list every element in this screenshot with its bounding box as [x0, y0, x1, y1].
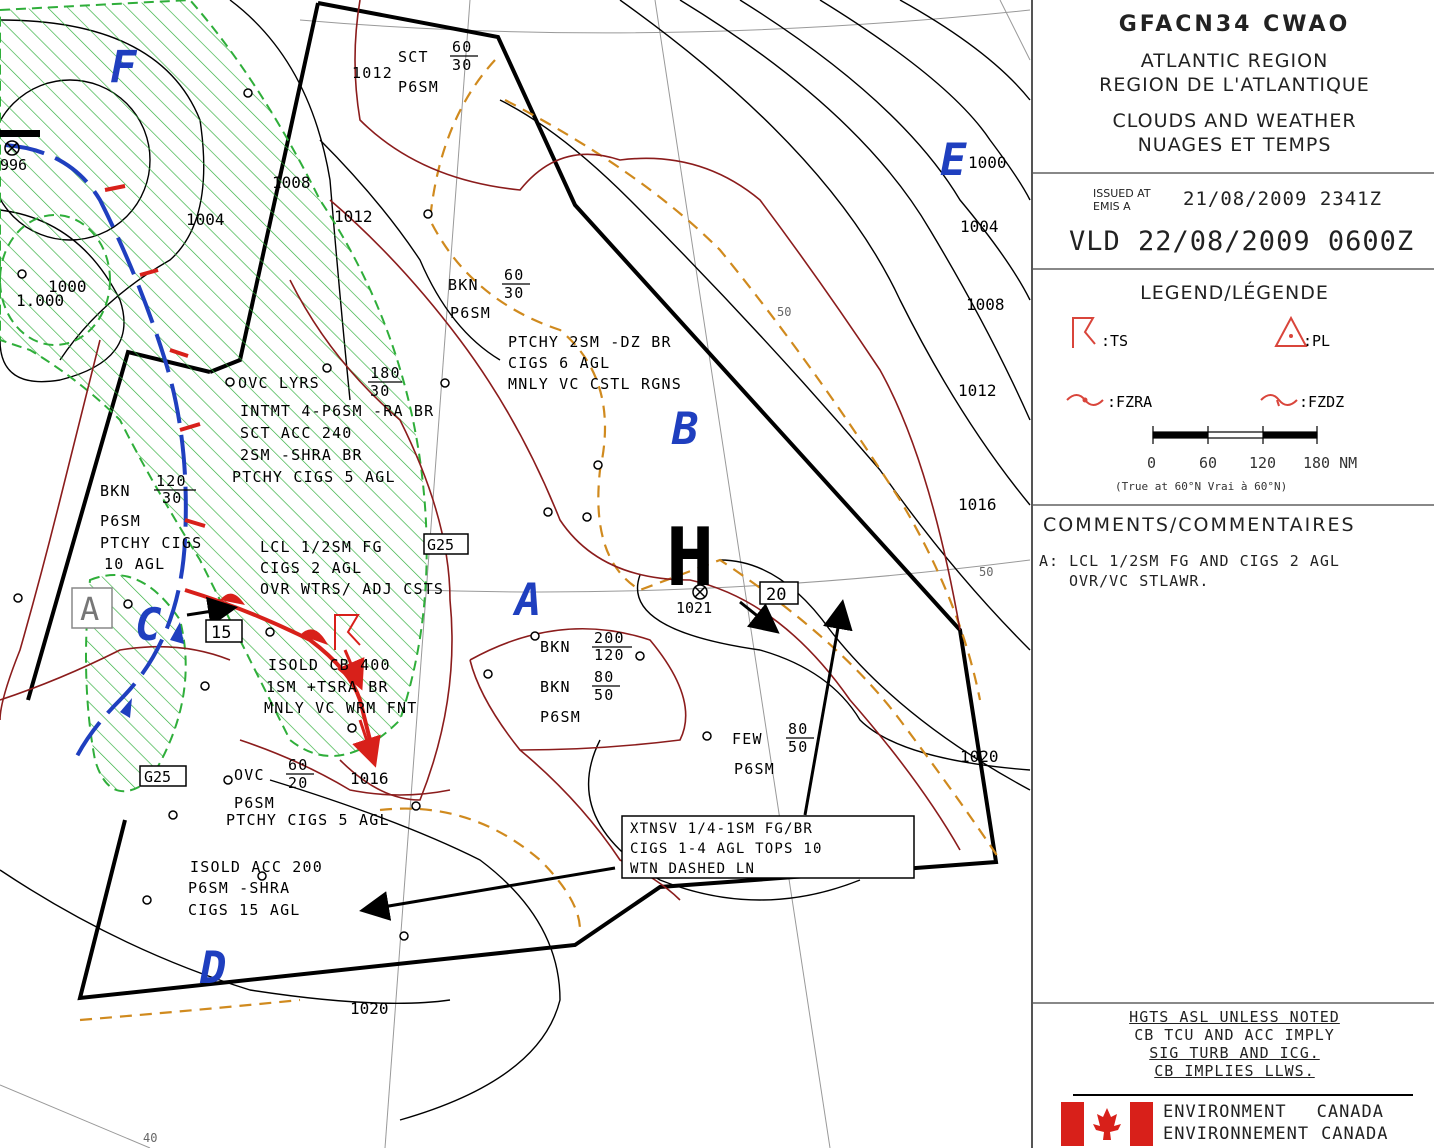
legend-fzdz-label: :FZDZ — [1299, 393, 1345, 411]
product-code: GFACN34 CWAO — [1118, 12, 1351, 37]
legend-pl-label: :PL — [1303, 332, 1331, 350]
info-panel — [1031, 0, 1434, 1148]
svg-text:ISOLD ACC 200: ISOLD ACC 200 — [190, 858, 323, 876]
title-section — [1033, 0, 1434, 174]
svg-text:30: 30 — [504, 284, 525, 302]
footer-section — [1033, 1004, 1434, 1148]
svg-text:(True at 60°N Vrai à 60°N): (True at 60°N Vrai à 60°N) — [1115, 480, 1288, 493]
ice-pellets-icon — [1276, 318, 1306, 346]
svg-text:BKN: BKN — [100, 482, 131, 500]
legend-title: LEGEND/LÉGENDE — [1140, 282, 1329, 304]
svg-text:G25: G25 — [144, 768, 172, 786]
area-letter-b: B — [672, 404, 699, 455]
svg-text:OVC: OVC — [234, 766, 265, 784]
svg-text:CIGS 2 AGL: CIGS 2 AGL — [260, 559, 363, 577]
movement-box-20 — [760, 582, 798, 605]
svg-text:BKN: BKN — [540, 678, 571, 696]
svg-text:1000: 1000 — [48, 277, 87, 296]
chart-fr: NUAGES ET TEMPS — [1137, 134, 1332, 156]
note-cb-tcu: CB TCU AND ACC IMPLY — [1134, 1026, 1335, 1044]
svg-text:80: 80 — [594, 668, 615, 686]
svg-text:OVR WTRS/ ADJ CSTS: OVR WTRS/ ADJ CSTS — [260, 580, 445, 598]
svg-text:PTCHY CIGS: PTCHY CIGS — [100, 534, 203, 552]
svg-text:50: 50 — [594, 686, 615, 704]
area-letter-a: A — [515, 575, 542, 626]
svg-text:P6SM: P6SM — [540, 708, 581, 726]
svg-text:50: 50 — [788, 738, 809, 756]
svg-text:30: 30 — [370, 382, 391, 400]
svg-text:OVC LYRS: OVC LYRS — [238, 374, 320, 392]
validity-section — [1033, 174, 1434, 270]
svg-text:30: 30 — [162, 489, 183, 507]
region-fr: REGION DE L'ATLANTIQUE — [1099, 74, 1370, 96]
issued-label-en: ISSUED AT — [1093, 187, 1151, 200]
svg-text:15: 15 — [211, 623, 232, 643]
svg-text:INTMT 4-P6SM -RA BR: INTMT 4-P6SM -RA BR — [240, 402, 435, 420]
legend-ts-label: :TS — [1101, 332, 1129, 350]
svg-text:CIGS 15 AGL: CIGS 15 AGL — [188, 901, 301, 919]
svg-text:0: 0 — [1147, 454, 1157, 472]
svg-text:XTNSV 1/4-1SM FG/BR: XTNSV 1/4-1SM FG/BR — [630, 821, 813, 837]
g25-box-lower — [140, 766, 186, 786]
svg-text:60: 60 — [504, 266, 525, 284]
svg-text:20: 20 — [288, 774, 309, 792]
svg-text:50: 50 — [979, 565, 994, 579]
svg-text:WTN DASHED LN: WTN DASHED LN — [630, 861, 756, 877]
note-hgts: HGTS ASL UNLESS NOTED — [1129, 1008, 1340, 1026]
svg-text:CIGS 1-4 AGL TOPS 10: CIGS 1-4 AGL TOPS 10 — [630, 841, 823, 857]
svg-text:BKN: BKN — [448, 276, 479, 294]
comments-title: COMMENTS/COMMENTAIRES — [1043, 514, 1356, 536]
svg-text:60: 60 — [452, 38, 473, 56]
svg-text:1016: 1016 — [350, 769, 389, 788]
svg-text:PTCHY CIGS 5 AGL: PTCHY CIGS 5 AGL — [232, 468, 396, 486]
svg-text:60: 60 — [1199, 454, 1218, 472]
svg-text:LCL 1/2SM FG: LCL 1/2SM FG — [260, 538, 383, 556]
area-letter-e: E — [940, 135, 967, 186]
label-sct: SCT — [398, 48, 429, 66]
svg-text:1016: 1016 — [958, 495, 997, 514]
thunderstorm-icon — [1073, 318, 1095, 348]
svg-text:120: 120 — [156, 472, 187, 490]
low-pressure: 996 — [0, 156, 28, 174]
agency-en: ENVIRONMENT CANADA — [1163, 1102, 1385, 1122]
svg-text:200: 200 — [594, 629, 625, 647]
svg-text:30: 30 — [452, 56, 473, 74]
svg-text:2SM -SHRA BR: 2SM -SHRA BR — [240, 446, 363, 464]
svg-text:FEW: FEW — [732, 730, 763, 748]
svg-text:MNLY VC WRM FNT: MNLY VC WRM FNT — [264, 699, 418, 717]
svg-text:P6SM: P6SM — [100, 512, 141, 530]
svg-text:1012: 1012 — [352, 64, 393, 82]
svg-text:PTCHY 2SM -DZ BR: PTCHY 2SM -DZ BR — [508, 333, 672, 351]
legend-fzra-label: :FZRA — [1107, 393, 1153, 411]
svg-text:PTCHY CIGS 5 AGL: PTCHY CIGS 5 AGL — [226, 811, 390, 829]
svg-text:1000: 1000 — [968, 153, 1007, 172]
comment-line-1: A: LCL 1/2SM FG AND CIGS 2 AGL — [1039, 552, 1340, 570]
note-llws: CB IMPLIES LLWS. — [1154, 1062, 1315, 1080]
legend-symbols — [1033, 310, 1434, 510]
svg-text:180: 180 — [370, 364, 401, 382]
svg-text:120: 120 — [1249, 454, 1277, 472]
svg-text:80: 80 — [788, 720, 809, 738]
svg-text:1.000: 1.000 — [16, 291, 65, 310]
svg-text:SCT ACC 240: SCT ACC 240 — [240, 424, 353, 442]
area-letter-c: C — [135, 600, 162, 651]
note-sig-turb: SIG TURB AND ICG. — [1149, 1044, 1320, 1062]
area-letter-d: D — [200, 943, 227, 994]
svg-text:P6SM -SHRA: P6SM -SHRA — [188, 879, 291, 897]
svg-text:CIGS 6 AGL: CIGS 6 AGL — [508, 354, 611, 372]
svg-text:20: 20 — [766, 585, 787, 605]
svg-text:1004: 1004 — [186, 210, 225, 229]
high-symbol: H — [666, 511, 715, 604]
distance-scale — [1153, 426, 1317, 444]
svg-text:1008: 1008 — [272, 173, 311, 192]
issued-label-fr: EMIS A — [1093, 200, 1131, 213]
valid-time: VLD 22/08/2009 0600Z — [1069, 226, 1415, 257]
svg-text:180 NM: 180 NM — [1303, 454, 1358, 472]
chart-en: CLOUDS AND WEATHER — [1112, 110, 1357, 132]
g25-box-upper — [424, 534, 468, 554]
svg-text:P6SM: P6SM — [398, 78, 439, 96]
movement-box-15 — [206, 620, 242, 643]
svg-text:P6SM: P6SM — [734, 760, 775, 778]
svg-text:1012: 1012 — [334, 207, 373, 226]
svg-text:BKN: BKN — [540, 638, 571, 656]
xtnsv-box — [622, 816, 914, 878]
canada-flag-icon — [1061, 1102, 1153, 1146]
svg-text:P6SM: P6SM — [234, 794, 275, 812]
svg-text:MNLY VC CSTL RGNS: MNLY VC CSTL RGNS — [508, 375, 682, 393]
svg-text:1004: 1004 — [960, 217, 999, 236]
svg-text:G25: G25 — [427, 536, 455, 554]
high-pressure: 1021 — [676, 599, 713, 617]
svg-text:1SM +TSRA BR: 1SM +TSRA BR — [266, 678, 389, 696]
svg-text:10 AGL: 10 AGL — [104, 555, 166, 573]
svg-text:1020: 1020 — [960, 747, 999, 766]
comment-box-a — [72, 588, 112, 628]
svg-text:1012: 1012 — [958, 381, 997, 400]
svg-text:60: 60 — [288, 756, 309, 774]
issued-value: 21/08/2009 2341Z — [1183, 188, 1383, 210]
svg-text:P6SM: P6SM — [450, 304, 491, 322]
svg-text:1020: 1020 — [350, 999, 389, 1018]
comments-section — [1033, 506, 1434, 1004]
svg-text:1008: 1008 — [966, 295, 1005, 314]
svg-text:40: 40 — [143, 1131, 158, 1145]
region-en: ATLANTIC REGION — [1140, 50, 1329, 72]
svg-text:50: 50 — [777, 305, 792, 319]
area-letter-f: F — [110, 42, 137, 93]
svg-text:ISOLD CB 400: ISOLD CB 400 — [268, 656, 391, 674]
comment-line-2: OVR/VC STLAWR. — [1069, 572, 1210, 590]
svg-text:120: 120 — [594, 646, 625, 664]
legend-section — [1033, 270, 1434, 506]
agency-fr: ENVIRONNEMENT CANADA — [1163, 1124, 1389, 1144]
svg-text:A: A — [80, 590, 100, 628]
